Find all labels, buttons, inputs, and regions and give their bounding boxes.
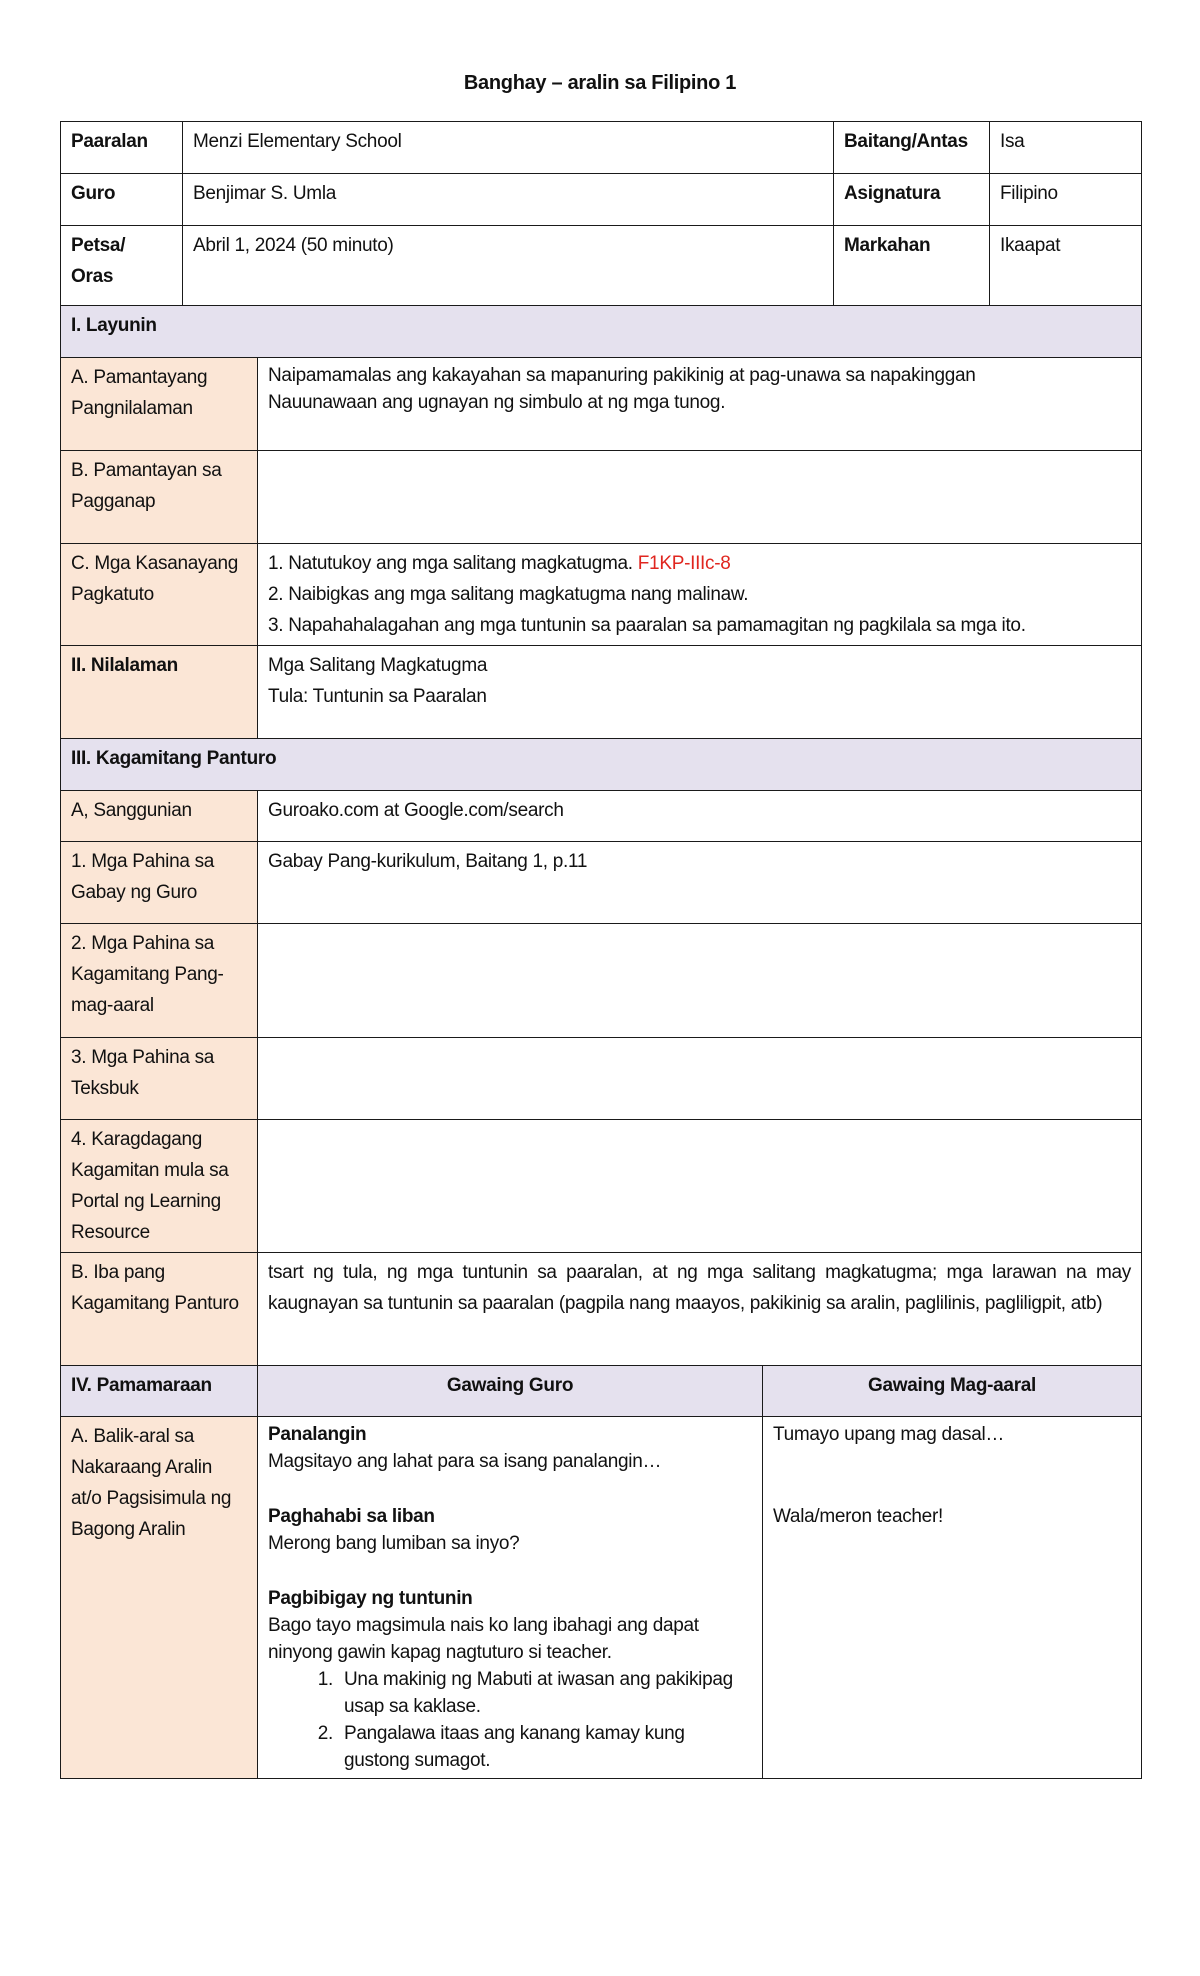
lesson-table — [60, 305, 1142, 1779]
tuntunin-list — [268, 1666, 752, 1774]
iba-pang-kagamitan-label: B. Iba pang Kagamitang Panturo — [61, 1253, 258, 1366]
paghahabi-text: Merong bang lumiban sa inyo? — [268, 1533, 520, 1554]
pamantayan-sa-pagganap-label: B. Pamantayan sa Pagganap — [61, 451, 258, 544]
kasanayan-item-1: 1. Natutukoy ang mga salitang magkatugma. — [268, 553, 633, 574]
petsa-label-line2: Oras — [71, 266, 114, 287]
teksbuk-value — [258, 1038, 1142, 1120]
tuntunin-text: Bago tayo magsimula nais ko lang ibahagi ang dapat ninyong gawin kapag nagtuturo si teacher. — [268, 1615, 699, 1663]
asignatura-label: Asignatura — [834, 174, 990, 226]
iba-pang-kagamitan-value: tsart ng tula, ng mga tuntunin sa paaralan, at ng mga salitang magkatugma; mga larawan na may kaugnayan sa tuntunin sa paaralan (pagpila nang maayos, pakikinig sa aralin, paglilinis, pagliligpit, atb) — [258, 1253, 1142, 1366]
sanggunian-label: A, Sanggunian — [61, 791, 258, 842]
paaralan-value: Menzi Elementary School — [183, 122, 834, 174]
gawaing-mag-aaral-header: Gawaing Mag-aaral — [763, 1366, 1142, 1417]
nilalaman-line-1: Mga Salitang Magkatugma — [268, 655, 488, 676]
pamantayang-pangnilalaman-value — [258, 358, 1142, 451]
gabay-ng-guro-label: 1. Mga Pahina sa Gabay ng Guro — [61, 842, 258, 924]
asignatura-value: Filipino — [990, 174, 1142, 226]
panalangin-text: Magsitayo ang lahat para sa isang panalangin… — [268, 1451, 662, 1472]
kasanayan-item-3: 3. Napahahalagahan ang mga tuntunin sa paaralan sa pamamagitan ng pagkilala sa mga ito. — [268, 615, 1026, 636]
paaralan-label: Paaralan — [61, 122, 183, 174]
baitang-value: Isa — [990, 122, 1142, 174]
student-response-2: Wala/meron teacher! — [773, 1506, 943, 1527]
panalangin-title: Panalangin — [268, 1424, 367, 1445]
sanggunian-value: Guroako.com at Google.com/search — [258, 791, 1142, 842]
teksbuk-label: 3. Mga Pahina sa Teksbuk — [61, 1038, 258, 1120]
kasanayan-item-2: 2. Naibigkas ang mga salitang magkatugma nang malinaw. — [268, 584, 749, 605]
markahan-value: Ikaapat — [990, 226, 1142, 308]
gawaing-guro-header: Gawaing Guro — [258, 1366, 763, 1417]
kasanayang-pagkatuto-value — [258, 544, 1142, 646]
tuntunin-title: Pagbibigay ng tuntunin — [268, 1588, 473, 1609]
pamamaraan-heading: IV. Pamamaraan — [61, 1366, 258, 1417]
petsa-label-line1: Petsa/ — [71, 235, 126, 256]
learning-resource-label: 4. Karagdagang Kagamitan mula sa Portal ng Learning Resource — [61, 1120, 258, 1253]
petsa-label — [61, 226, 183, 308]
pamantayan-sa-pagganap-value — [258, 451, 1142, 544]
kagamitang-pang-mag-aaral-label: 2. Mga Pahina sa Kagamitang Pang-mag-aaral — [61, 924, 258, 1038]
student-response-1: Tumayo upang mag dasal… — [773, 1424, 1005, 1445]
gawaing-guro-cell — [258, 1417, 763, 1779]
learning-resource-value — [258, 1120, 1142, 1253]
petsa-value: Abril 1, 2024 (50 minuto) — [183, 226, 834, 308]
kasanayang-pagkatuto-label: C. Mga Kasanayang Pagkatuto — [61, 544, 258, 646]
gawaing-mag-aaral-cell — [763, 1417, 1142, 1779]
pamantayang-line-2: Nauunawaan ang ugnayan ng simbulo at ng mga tunog. — [268, 392, 726, 413]
gabay-ng-guro-value: Gabay Pang-kurikulum, Baitang 1, p.11 — [258, 842, 1142, 924]
competency-code: F1KP-IIIc-8 — [637, 553, 731, 574]
nilalaman-value — [258, 646, 1142, 739]
baitang-label: Baitang/Antas — [834, 122, 990, 174]
nilalaman-line-2: Tula: Tuntunin sa Paaralan — [268, 686, 487, 707]
guro-value: Benjimar S. Umla — [183, 174, 834, 226]
pamantayang-line-1: Naipamamalas ang kakayahan sa mapanuring pakikinig at pag-unawa sa napakinggan — [268, 365, 976, 386]
nilalaman-label: II. Nilalaman — [61, 646, 258, 739]
markahan-label: Markahan — [834, 226, 990, 308]
balik-aral-label: A. Balik-aral sa Nakaraang Aralin at/o Pagsisimula ng Bagong Aralin — [61, 1417, 258, 1779]
document-title: Banghay – aralin sa Filipino 1 — [463, 72, 737, 94]
header-table — [60, 121, 1142, 308]
guro-label: Guro — [61, 174, 183, 226]
pamantayang-pangnilalaman-label: A. Pamantayang Pangnilalaman — [61, 358, 258, 451]
paghahabi-title: Paghahabi sa liban — [268, 1506, 435, 1527]
list-item: 1. Una makinig ng Mabuti at iwasan ang pakikipag usap sa kaklase. — [338, 1666, 752, 1720]
list-item: 2. Pangalawa itaas ang kanang kamay kung gustong sumagot. — [338, 1720, 752, 1774]
kagamitang-pang-mag-aaral-value — [258, 924, 1142, 1038]
kagamitan-heading: III. Kagamitang Panturo — [61, 739, 1142, 791]
layunin-heading: I. Layunin — [61, 306, 1142, 358]
